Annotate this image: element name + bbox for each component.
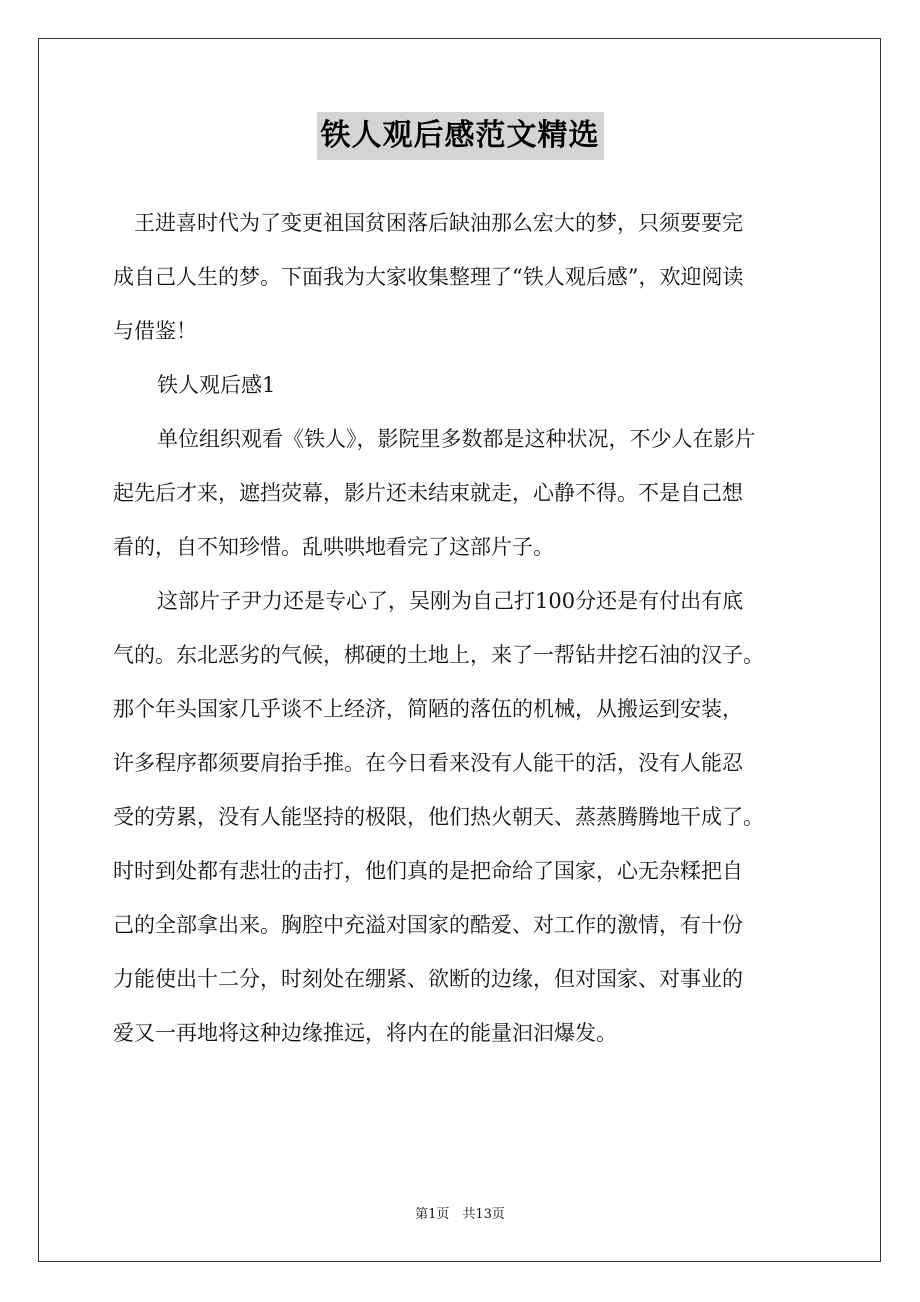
body-paragraph-2: 这部片子尹力还是专心了，吴刚为自己打100分还是有付出有底 气的。东北恶劣的气候，梆硬的土地上，来了一帮钻井挖石油的汉子。 那个年头国家几乎谈不上经济，简陋的落伍的机械，从搬运到安装， 许多程序都须要肩抬手推。在今日看来没有人能干的活，没有人能忍 受的劳累，没有人能坚持的极限，他们热火朝天、蒸蒸腾腾地干成了。 时时到处都有悲壮的击打，他们真的是把命给了国家，心无杂糅把自 己的全部拿出来。胸腔中充溢对国家的酷爱、对工作的激情，有十份 力能使出十二分，时刻处在绷紧、欲断的边缘，但对国家、对事业的 爱又一再地将这种边缘推远，将内在的能量汩汩爆发。 [113, 589, 764, 1045]
intro-paragraph: 王进喜时代为了变更祖国贫困落后缺油那么宏大的梦，只须要要完 成自己人生的梦。下面我为大家收集整理了“铁人观后感”，欢迎阅读 与借鉴！ [113, 211, 744, 343]
document-title: 铁人观后感范文精选 [317, 112, 604, 160]
body-paragraph-1: 单位组织观看《铁人》，影院里多数都是这种状况，不少人在影片 起先后才来，遮挡荧幕，影片还未结束就走，心静不得。不是自己想 看的，自不知珍惜。乱哄哄地看完了这部片子。 [113, 427, 756, 559]
section-heading: 铁人观后感1 [157, 373, 276, 397]
page-number-footer: 第1页 共13页 [415, 1207, 505, 1222]
title-container [0, 112, 920, 160]
document-body [113, 196, 813, 1060]
